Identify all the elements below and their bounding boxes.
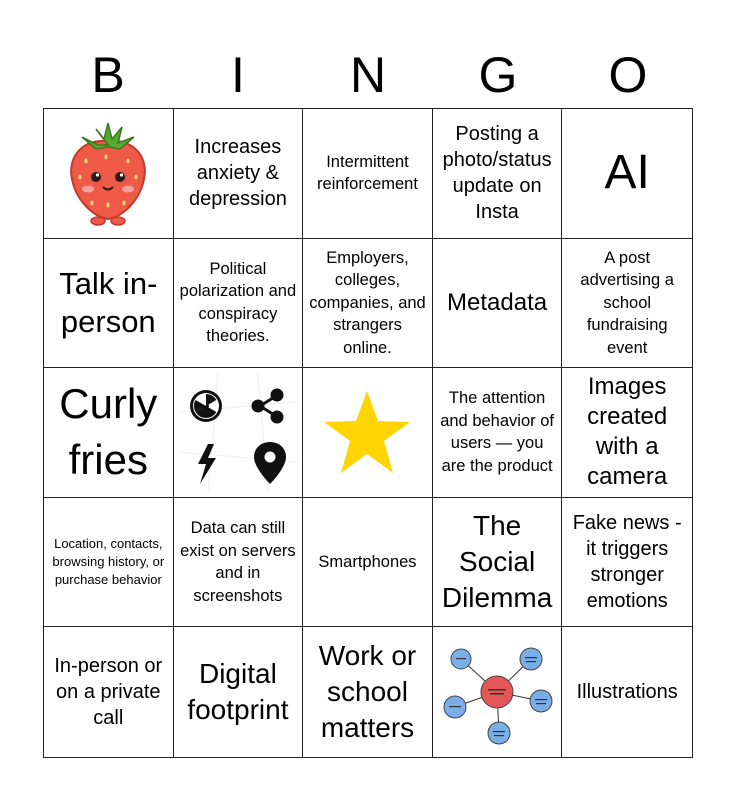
cell-increases-anxiety[interactable]: Increases anxiety & depression [174,109,304,239]
cell-political-polarization[interactable]: Political polarization and conspiracy theories. [174,239,304,369]
header-letter-o: O [608,47,648,103]
header-letter-n: N [349,47,387,103]
radiation-icon [190,390,222,422]
cell-intermittent-reinforcement[interactable]: Intermittent reinforcement [303,109,433,239]
cell-strawberry-image[interactable] [44,109,174,239]
cell-social-dilemma[interactable]: The Social Dilemma [433,498,563,628]
cell-data-can-exist[interactable]: Data can still exist on servers and in screenshots [174,498,304,628]
header-letter-i: I [231,47,245,103]
strawberry-icon [58,117,158,229]
header-letter-g: G [478,47,518,103]
mind-map-icon [437,637,557,747]
cell-fake-news[interactable]: Fake news - it triggers stronger emotions [562,498,692,628]
header-letter-b: B [91,47,125,103]
cell-digital-footprint[interactable]: Digital footprint [174,627,304,757]
cell-post-advertising[interactable]: A post advertising a school fundraising event [562,239,692,369]
cell-metadata[interactable]: Metadata [433,239,563,369]
cell-ai[interactable]: AI [562,109,692,239]
cell-illustrations[interactable]: Illustrations [576,681,678,704]
cell-free-space[interactable] [303,368,433,498]
cell-employers-colleges[interactable]: Employers, colleges, companies, and strangers online. [303,239,433,369]
cell-attention-behavior[interactable]: The attention and behavior of users — you are the product [433,368,563,498]
location-pin-icon [254,442,286,484]
cell-mind-map-image[interactable] [433,627,563,757]
cell-talk-in-person[interactable]: Talk in-person [44,239,174,369]
cell-images-camera[interactable]: Images created with a camera [562,368,692,498]
bingo-header [43,42,693,108]
share-icon [253,390,282,422]
bingo-card [43,108,693,758]
icon-grid [178,372,298,492]
cell-icons-image[interactable] [174,368,304,498]
bolt-icon [198,444,216,484]
cell-work-school[interactable]: Work or school matters [303,627,433,757]
cell-posting-photo[interactable]: Posting a photo/status update on Insta [433,109,563,239]
cell-curly-fries[interactable]: Curly fries [44,368,174,498]
cell-location-contacts[interactable]: Location, contacts, browsing history, or purchase behavior [44,498,174,628]
cell-smartphones[interactable]: Smartphones [303,498,433,628]
cell-in-person-private[interactable]: In-person or on a private call [44,627,174,757]
star-icon [322,389,412,475]
